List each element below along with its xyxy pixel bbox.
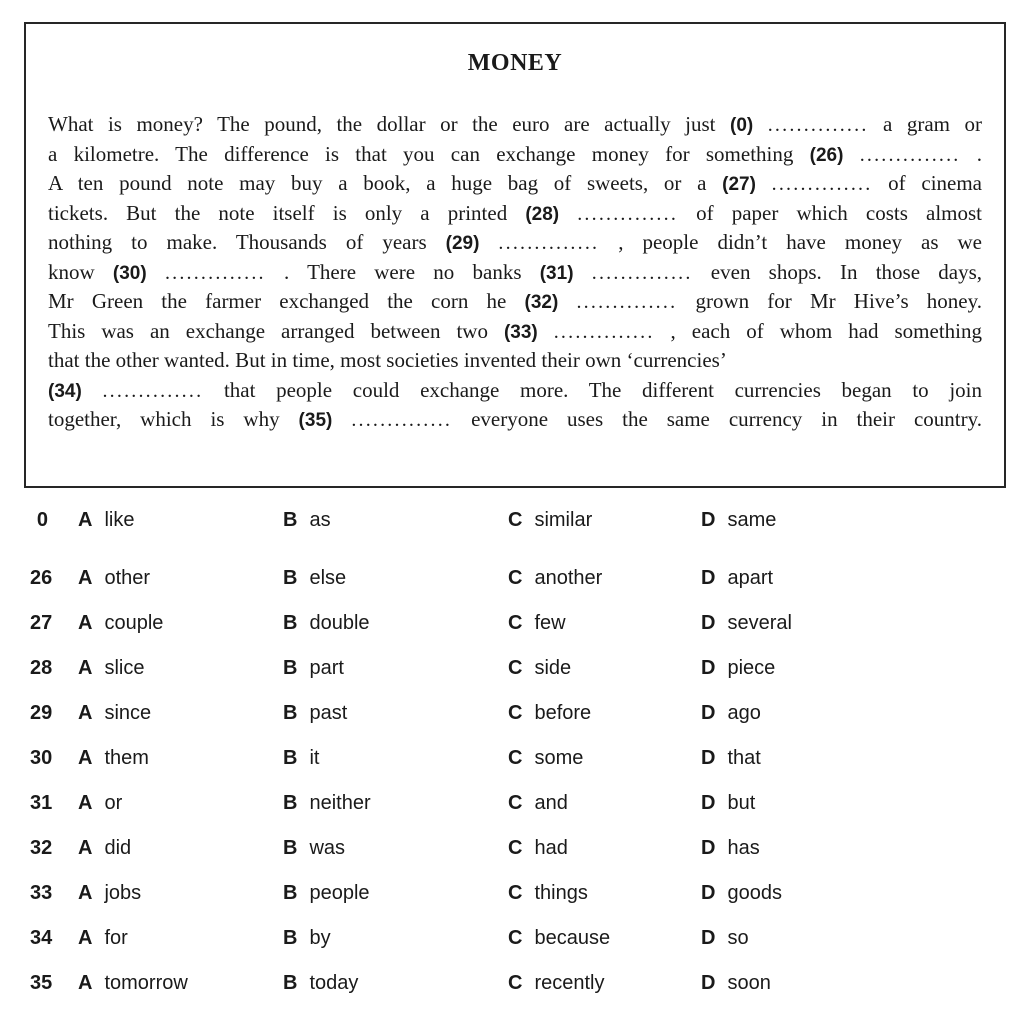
- passage-text-segment: nothing to make. Thousands of years: [48, 230, 446, 254]
- option-word: same: [727, 509, 777, 531]
- option-letter: C: [508, 747, 523, 769]
- passage-line: [48, 346, 982, 376]
- option-word: today: [309, 972, 359, 994]
- option-word: jobs: [104, 882, 142, 904]
- option-letter: D: [701, 792, 716, 814]
- option-letter: D: [701, 837, 716, 859]
- passage-box: [24, 22, 1006, 488]
- gap-number: (35): [298, 410, 333, 431]
- passage-text-segment: [558, 289, 576, 313]
- gap-number: (27): [722, 174, 756, 195]
- option-letter: D: [701, 882, 716, 904]
- gap-number: (29): [445, 233, 480, 254]
- option-word: by: [309, 927, 331, 949]
- passage-text-segment: tickets. But the note itself is only a printed: [48, 200, 526, 225]
- option-b: [283, 927, 508, 949]
- answer-blank: ..............: [771, 173, 873, 195]
- option-row: [30, 837, 1030, 859]
- option-number: 32: [30, 837, 53, 859]
- option-a: [48, 927, 283, 949]
- option-c: [508, 972, 701, 994]
- passage-text-segment: What is money? The pound, the dollar or the euro are actually just: [48, 112, 730, 136]
- option-letter: C: [508, 927, 523, 949]
- passage-text-segment: a gram or: [868, 112, 983, 136]
- option-b: [283, 567, 508, 589]
- option-word: several: [727, 612, 792, 634]
- option-word: things: [534, 882, 588, 904]
- option-a: [48, 972, 283, 994]
- option-letter: B: [283, 567, 298, 589]
- option-word: people: [309, 882, 370, 904]
- option-word: because: [534, 927, 611, 949]
- option-d: [701, 837, 1030, 859]
- option-letter: B: [283, 747, 298, 769]
- option-c: [508, 837, 701, 859]
- option-letter: D: [701, 567, 716, 589]
- option-a: [48, 567, 283, 589]
- option-a: [48, 509, 283, 531]
- answer-blank: ..............: [164, 261, 266, 284]
- option-word: side: [534, 657, 572, 679]
- passage-text-segment: [756, 171, 772, 195]
- option-letter: A: [78, 927, 93, 949]
- option-a: [48, 747, 283, 769]
- option-letter: B: [283, 702, 298, 724]
- gap-number: (33): [503, 321, 538, 343]
- option-word: slice: [104, 657, 145, 679]
- option-c: [508, 509, 701, 531]
- passage-text-segment: [843, 142, 859, 166]
- passage-text-segment: , people didn’t have money as we: [599, 230, 982, 254]
- option-row: [30, 927, 1030, 949]
- gap-number: (0): [730, 115, 754, 136]
- option-word: like: [104, 509, 135, 531]
- option-c: [508, 612, 701, 634]
- option-c: [508, 657, 701, 679]
- option-word: goods: [727, 882, 782, 904]
- gap-number: (28): [525, 203, 560, 225]
- passage-text-segment: [559, 201, 577, 225]
- option-d: [701, 702, 1030, 724]
- passage-line: [48, 376, 982, 406]
- passage-text-segment: [574, 260, 592, 284]
- passage-text-segment: . There were no banks: [265, 259, 540, 284]
- option-letter: C: [508, 612, 523, 634]
- option-d: [701, 747, 1030, 769]
- option-b: [283, 509, 508, 531]
- option-d: [701, 882, 1030, 904]
- answer-blank: ..............: [498, 232, 600, 254]
- option-a: [48, 837, 283, 859]
- option-b: [283, 972, 508, 994]
- option-number: 0: [36, 509, 48, 531]
- option-row: [30, 657, 1030, 679]
- option-number: 27: [30, 612, 53, 634]
- option-number: 31: [30, 792, 53, 814]
- option-word: ago: [727, 702, 761, 724]
- passage-line: [48, 317, 982, 347]
- option-b: [283, 747, 508, 769]
- option-row: [30, 612, 1030, 634]
- option-word: them: [104, 747, 149, 769]
- option-letter: D: [701, 702, 716, 724]
- passage-text-segment: [147, 260, 165, 284]
- option-d: [701, 792, 1030, 814]
- option-word: did: [104, 837, 132, 859]
- option-word: had: [534, 837, 568, 859]
- passage-line: [48, 287, 982, 317]
- option-letter: A: [78, 792, 93, 814]
- option-number: 28: [30, 657, 53, 679]
- passage-text-segment: of paper which costs almost: [678, 200, 983, 225]
- option-letter: C: [508, 509, 523, 531]
- option-number: 35: [30, 972, 53, 994]
- passage-text-segment: , each of whom had something: [654, 318, 983, 343]
- passage-text-segment: [753, 112, 768, 136]
- passage-text-segment: Mr Green the farmer exchanged the corn he: [48, 289, 525, 313]
- option-letter: B: [283, 509, 298, 531]
- passage-text-segment: that people could exchange more. The different currencies began to join: [203, 377, 983, 402]
- option-number: 33: [30, 882, 53, 904]
- option-d: [701, 657, 1030, 679]
- passage-title: MONEY: [467, 50, 563, 76]
- option-b: [283, 792, 508, 814]
- option-d: [701, 612, 1030, 634]
- option-letter: A: [78, 612, 93, 634]
- option-letter: A: [78, 882, 93, 904]
- option-word: or: [104, 792, 123, 814]
- option-number: 34: [30, 927, 53, 949]
- option-letter: A: [78, 509, 93, 531]
- option-row: [30, 567, 1030, 589]
- gap-number: (32): [524, 292, 559, 313]
- option-b: [283, 612, 508, 634]
- option-c: [508, 792, 701, 814]
- option-word: that: [727, 747, 761, 769]
- option-letter: A: [78, 972, 93, 994]
- option-letter: B: [283, 972, 298, 994]
- option-word: since: [104, 702, 152, 724]
- option-word: couple: [104, 612, 164, 634]
- option-letter: D: [701, 747, 716, 769]
- option-letter: B: [283, 927, 298, 949]
- passage-text-segment: together, which is why: [48, 407, 299, 431]
- option-row: [30, 882, 1030, 904]
- passage-text-segment: [332, 407, 351, 431]
- option-letter: C: [508, 972, 523, 994]
- option-d: [701, 509, 1030, 531]
- passage-line: [48, 110, 982, 140]
- option-word: tomorrow: [104, 972, 188, 994]
- option-letter: C: [508, 567, 523, 589]
- passage-text-segment: even shops. In those days,: [692, 259, 983, 284]
- gap-number: (30): [112, 262, 147, 284]
- option-letter: D: [701, 972, 716, 994]
- option-word: another: [534, 567, 603, 589]
- option-row: [30, 972, 1030, 994]
- option-row: [30, 509, 1030, 531]
- option-d: [701, 927, 1030, 949]
- options-table: [30, 509, 1030, 1017]
- option-letter: A: [78, 657, 93, 679]
- option-word: and: [534, 792, 568, 814]
- option-letter: B: [283, 612, 298, 634]
- option-word: other: [104, 567, 151, 589]
- option-letter: A: [78, 837, 93, 859]
- passage-text-segment: that the other wanted. But in time, most societies invented their own ‘currencies’: [48, 348, 727, 372]
- option-d: [701, 972, 1030, 994]
- option-word: neither: [309, 792, 371, 814]
- option-c: [508, 927, 701, 949]
- answer-blank: ..............: [859, 143, 961, 166]
- answer-blank: ..............: [591, 261, 693, 284]
- option-a: [48, 612, 283, 634]
- option-b: [283, 882, 508, 904]
- option-letter: C: [508, 702, 523, 724]
- option-letter: D: [701, 657, 716, 679]
- option-letter: C: [508, 882, 523, 904]
- option-word: few: [534, 612, 566, 634]
- passage-line: [48, 258, 982, 288]
- passage-text-segment: grown for Mr Hive’s honey.: [677, 289, 982, 313]
- option-word: part: [309, 657, 344, 679]
- option-word: recently: [534, 972, 605, 994]
- passage-text-segment: .: [960, 141, 983, 166]
- option-row: [30, 792, 1030, 814]
- option-a: [48, 882, 283, 904]
- option-word: apart: [727, 567, 774, 589]
- option-word: for: [104, 927, 128, 949]
- option-word: but: [727, 792, 756, 814]
- option-a: [48, 657, 283, 679]
- option-word: it: [309, 747, 320, 769]
- option-word: past: [309, 702, 348, 724]
- passage-line: [48, 199, 982, 229]
- answer-blank: ..............: [576, 291, 678, 313]
- option-word: before: [534, 702, 592, 724]
- option-a: [48, 702, 283, 724]
- option-letter: A: [78, 747, 93, 769]
- option-row: [30, 747, 1030, 769]
- option-letter: B: [283, 657, 298, 679]
- option-word: similar: [534, 509, 593, 531]
- passage-text-segment: of cinema: [872, 171, 983, 195]
- option-c: [508, 702, 701, 724]
- option-letter: A: [78, 702, 93, 724]
- option-word: so: [727, 927, 749, 949]
- option-word: has: [727, 837, 760, 859]
- option-letter: B: [283, 882, 298, 904]
- option-number: 30: [30, 747, 53, 769]
- passage-line: [48, 405, 982, 435]
- option-word: was: [309, 837, 346, 859]
- passage-line: [48, 140, 982, 170]
- passage-text-segment: A ten pound note may buy a book, a huge bag of sweets, or a: [48, 171, 723, 195]
- option-letter: A: [78, 567, 93, 589]
- option-a: [48, 792, 283, 814]
- passage-text-segment: know: [48, 259, 113, 284]
- passage-text-segment: [538, 319, 554, 343]
- passage-text-segment: a kilometre. The difference is that you can exchange money for something: [48, 141, 810, 166]
- passage-line: [48, 228, 982, 258]
- answer-blank: ..............: [577, 202, 679, 225]
- gap-number: (34): [48, 380, 82, 402]
- option-letter: C: [508, 792, 523, 814]
- answer-blank: ..............: [553, 320, 655, 343]
- option-word: soon: [727, 972, 771, 994]
- option-letter: B: [283, 837, 298, 859]
- option-word: as: [309, 509, 331, 531]
- gap-number: (31): [539, 262, 574, 284]
- option-letter: D: [701, 612, 716, 634]
- option-b: [283, 702, 508, 724]
- option-word: else: [309, 567, 347, 589]
- passage-text-segment: everyone uses the same currency in their country.: [452, 407, 983, 431]
- option-word: some: [534, 747, 584, 769]
- option-row: [30, 702, 1030, 724]
- gap-number: (26): [809, 144, 844, 166]
- passage-text-segment: This was an exchange arranged between two: [48, 318, 504, 343]
- option-word: piece: [727, 657, 776, 679]
- option-number: 29: [30, 702, 53, 724]
- passage-text-segment: [82, 378, 103, 402]
- answer-blank: ..............: [767, 114, 869, 136]
- option-word: double: [309, 612, 370, 634]
- passage-line: [48, 169, 982, 199]
- option-c: [508, 882, 701, 904]
- option-letter: D: [701, 509, 716, 531]
- passage-text: [48, 110, 982, 435]
- option-b: [283, 657, 508, 679]
- option-c: [508, 747, 701, 769]
- option-number: 26: [30, 567, 53, 589]
- answer-blank: ..............: [102, 379, 204, 402]
- option-d: [701, 567, 1030, 589]
- option-letter: D: [701, 927, 716, 949]
- option-c: [508, 567, 701, 589]
- option-letter: C: [508, 837, 523, 859]
- passage-text-segment: [479, 230, 498, 254]
- option-b: [283, 837, 508, 859]
- option-letter: C: [508, 657, 523, 679]
- answer-blank: ..............: [351, 409, 453, 431]
- option-letter: B: [283, 792, 298, 814]
